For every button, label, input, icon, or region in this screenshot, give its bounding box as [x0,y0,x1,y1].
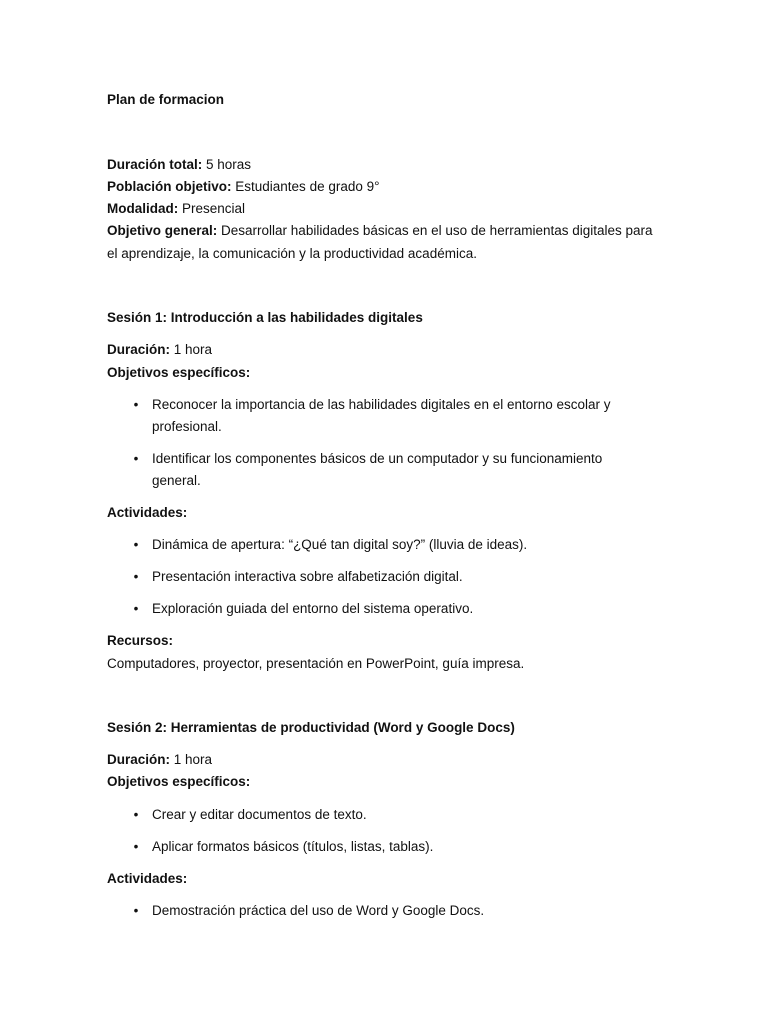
session1-actividades-label: Actividades: [107,505,188,520]
list-item-text: profesional. [152,419,222,434]
list-item-text: Identificar los componentes básicos de un computador y su funcionamiento [152,451,603,466]
list-item-text: Crear y editar documentos de texto. [152,807,367,822]
session2-duracion: Duración: 1 hora [107,752,213,767]
bullet-icon: • [133,397,139,412]
bullet-icon: • [133,537,139,552]
bullet-icon: • [133,451,139,466]
meta-objetivo-line2: el aprendizaje, la comunicación y la productividad académica. [107,246,477,261]
list-item-text: Demostración práctica del uso de Word y Google Docs. [152,903,485,918]
session2-objetivos-label: Objetivos específicos: [107,774,251,789]
meta-objetivo-line1: Objetivo general: Desarrollar habilidades básicas en el uso de herramientas digitales para [107,223,653,238]
list-item-text: general. [152,473,201,488]
list-item-text: Exploración guiada del entorno del sistema operativo. [152,601,474,616]
list-item-text: Reconocer la importancia de las habilidades digitales en el entorno escolar y [152,397,611,412]
session1-duracion: Duración: 1 hora [107,342,213,357]
session2-title: Sesión 2: Herramientas de productividad (Word y Google Docs) [107,720,515,735]
meta-modalidad: Modalidad: Presencial [107,201,246,216]
list-item [107,448,667,492]
document-title: Plan de formacion [107,92,225,107]
session1-objetivos-label: Objetivos específicos: [107,365,251,380]
bullet-icon: • [133,569,139,584]
list-item [107,394,667,438]
list-item-text: Dinámica de apertura: “¿Qué tan digital soy?” (lluvia de ideas). [152,537,528,552]
session2-actividades-label: Actividades: [107,871,188,886]
meta-duracion: Duración total: 5 horas [107,157,252,172]
list-item-text: Presentación interactiva sobre alfabetización digital. [152,569,463,584]
session1-recursos-value: Computadores, proyector, presentación en PowerPoint, guía impresa. [107,656,525,671]
bullet-icon: • [133,807,139,822]
list-item-text: Aplicar formatos básicos (títulos, listas, tablas). [152,839,434,854]
session1-recursos-label: Recursos: [107,633,174,648]
bullet-icon: • [133,903,139,918]
meta-poblacion: Población objetivo: Estudiantes de grado 9° [107,179,380,194]
bullet-icon: • [133,839,139,854]
bullet-icon: • [133,601,139,616]
session1-title: Sesión 1: Introducción a las habilidades digitales [107,310,423,325]
